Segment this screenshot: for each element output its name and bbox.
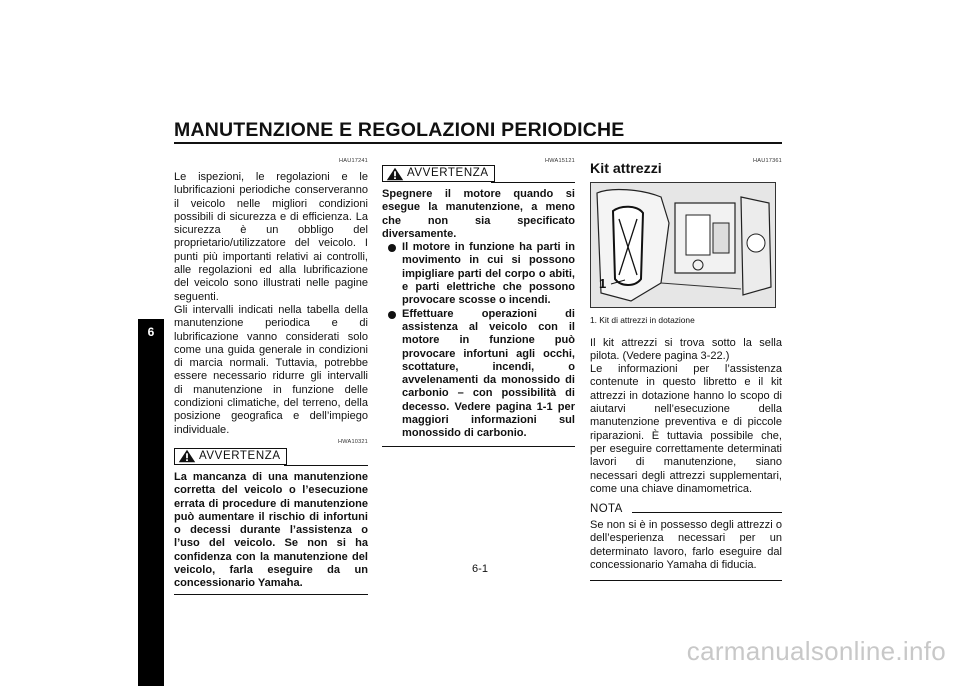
chapter-number: 6 — [147, 325, 155, 339]
column-2 — [382, 157, 575, 447]
list-item: Il motore in funzione ha parti in movimento in cui si possono impigliare parti del corpo o abiti, e parti elettriche che possono provocare scosse o incendi. — [382, 241, 575, 307]
warning-bullets — [382, 241, 575, 440]
warning-triangle-icon — [386, 167, 404, 181]
doc-code: HAU17241 — [339, 158, 368, 164]
nota-label: NOTA — [590, 503, 623, 516]
toolkit-figure — [590, 182, 776, 308]
warning-rule — [491, 182, 575, 183]
watermark: carmanualsonline.info — [686, 636, 946, 666]
column-1 — [174, 157, 368, 595]
warning-text: Spegnere il motore quando si esegue la manutenzione, a meno che non sia specificato diversamente. — [382, 188, 575, 240]
nota-rule — [632, 512, 782, 513]
bullet-icon — [388, 244, 396, 252]
toolkit-paragraph-2: Le informazioni per l’assistenza contenute in questo libretto e il kit attrezzi in dotazione hanno lo scopo di aiutarvi nell’esecuzione della manutenzione preventiva e di piccole riparazioni. È tuttavia possibile che, per eseguire correttamente determinati lavori di manutenzione, siano necessari degli attrezzi supplementari, come una chiave dinamometrica. — [590, 363, 782, 495]
warning-triangle-icon — [178, 449, 196, 463]
bullet-icon — [388, 311, 396, 319]
nota-text: Se non si è in possesso degli attrezzi o dell’esperienza necessari per un determinato lavoro, farlo eseguire dal concessionario Yamaha di fiducia. — [590, 519, 782, 572]
warning-label: AVVERTENZA — [407, 166, 489, 179]
nota-end-rule — [590, 580, 782, 581]
warning-label: AVVERTENZA — [199, 449, 281, 462]
nota-header — [590, 503, 782, 518]
doc-code: HWA15121 — [545, 158, 575, 164]
doc-code: HAU17361 — [753, 158, 782, 164]
column-3 — [590, 157, 782, 581]
chapter-tab — [138, 319, 164, 686]
page-number: 6-1 — [472, 563, 488, 575]
toolkit-illustration — [591, 183, 775, 307]
intro-paragraph: Le ispezioni, le regolazioni e le lubrificazioni periodiche conserveranno il veicolo nelle migliori condizioni possibili di sicurezza e di efficienza. La sicurezza è un obbligo del proprietario/utilizzatore del veicolo. I punti più importanti relativi ai controlli, alle regolazioni ed alla lubrificazione del veicolo sono illustrati nelle pagine seguenti. — [174, 171, 368, 303]
figure-caption: 1. Kit di attrezzi in dotazione — [590, 315, 695, 326]
title-rule — [174, 142, 782, 144]
figure-callout: 1 — [599, 276, 607, 292]
intro-paragraph-2: Gli intervalli indicati nella tabella della manutenzione periodica e di lubrificazione vanno considerati solo come una guida generale in condizioni di marcia normali. Tuttavia, potrebbe essere necessario ridurre gli intervalli di manutenzione in funzione delle condizioni climatiche, del terreno, della posizione geografica e dell’impiego individuale. — [174, 303, 368, 436]
section-title: Kit attrezzi — [590, 161, 662, 177]
warning-badge — [174, 448, 287, 465]
warning-header — [174, 448, 368, 468]
toolkit-paragraph-1: Il kit attrezzi si trova sotto la sella pilota. (Vedere pagina 3-22.) — [590, 336, 782, 362]
page-title: MANUTENZIONE E REGOLAZIONI PERIODICHE — [174, 119, 625, 141]
warning-text: La mancanza di una manutenzione corretta del veicolo o l’esecuzione errata di procedure di manutenzione può aumentare il rischio di infortuni o decessi durante l’assistenza o l’uso del veicolo. Se non si ha confidenza con la manutenzione del veicolo, farla eseguire da un concessionario Yamaha. — [174, 470, 368, 590]
warning-end-rule — [382, 446, 575, 447]
warning-rule — [284, 465, 368, 466]
warning-end-rule — [174, 594, 368, 595]
warning-header — [382, 165, 575, 185]
warning-badge — [382, 165, 495, 182]
list-item: Effettuare operazioni di assistenza al veicolo con il motore in funzione può provocare infortuni agli occhi, scottature, incendi, o avvelenamenti da monossido di carbonio – con possibilità di decesso. Vedere pagina 1-1 per maggiori informazioni sul monossido di carbonio. — [382, 308, 575, 441]
warning-code: HWA10321 — [338, 438, 368, 445]
